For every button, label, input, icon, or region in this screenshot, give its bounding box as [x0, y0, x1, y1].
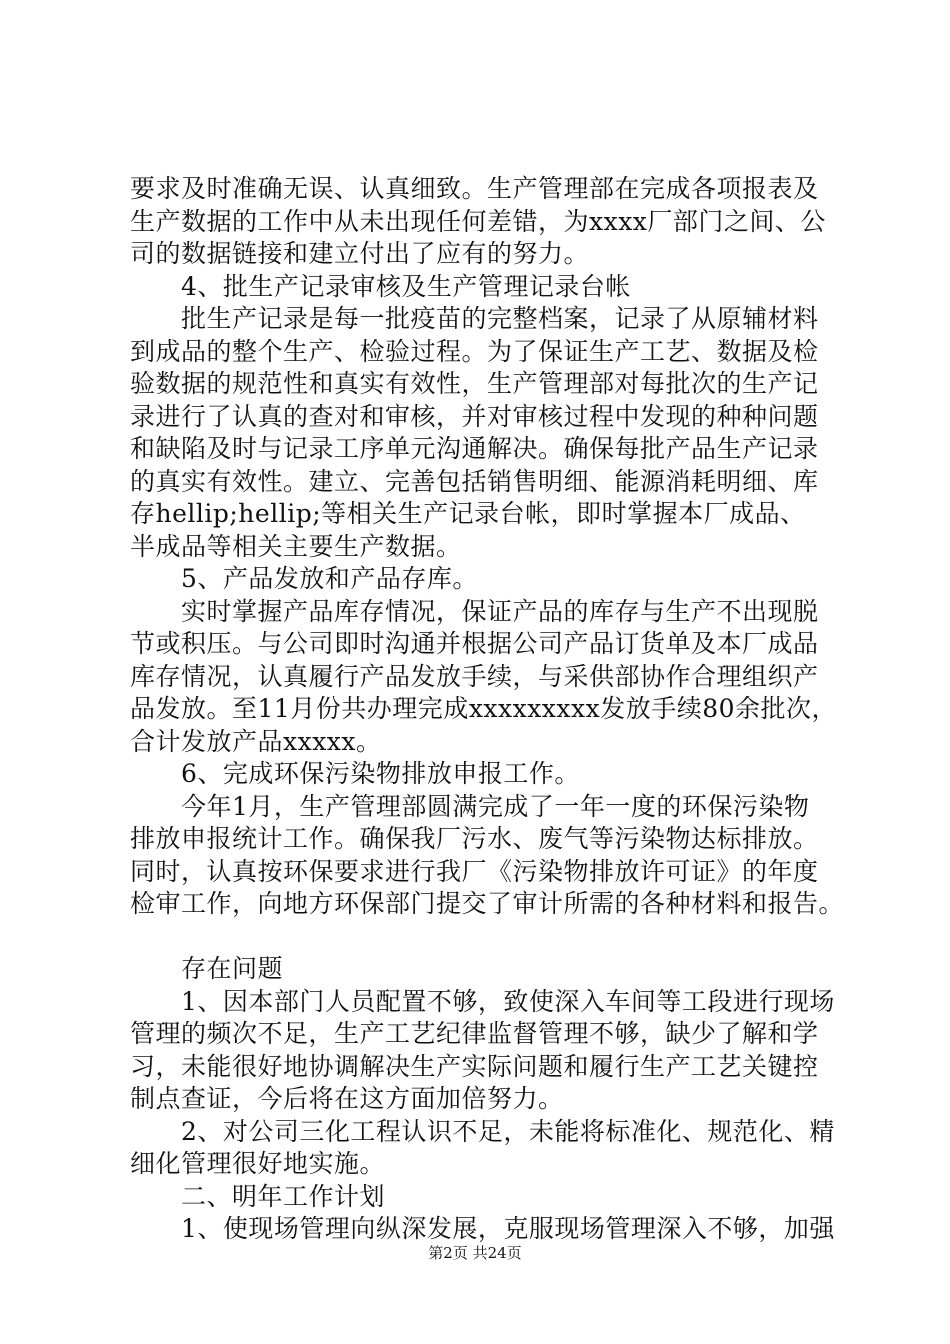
text-line: 2、对公司三化工程认识不足，未能将标准化、规范化、精: [130, 1116, 835, 1146]
text-line: 库存情况，认真履行产品发放手续，与采供部协作合理组织产: [130, 661, 819, 691]
text-line: 品发放。至11月份共办理完成xxxxxxxxx发放手续80余批次，: [130, 694, 838, 723]
text-line: 二、明年工作计划: [130, 1181, 386, 1211]
text-line: 录进行了认真的查对和审核，并对审核过程中发现的种种问题: [130, 401, 819, 431]
blank-line: [130, 921, 850, 954]
text-line: 要求及时准确无误、认真细致。生产管理部在完成各项报表及: [130, 174, 819, 203]
body-text: [130, 173, 850, 1246]
text-line: 节或积压。与公司即时沟通并根据公司产品订货单及本厂成品: [130, 629, 819, 658]
text-line: 细化管理很好地实施。: [130, 1149, 386, 1178]
text-line: 检审工作，向地方环保部门提交了审计所需的各种材料和报告。: [130, 889, 845, 918]
text-line: 制点查证，今后将在这方面加倍努力。: [130, 1084, 564, 1113]
text-line: 1、因本部门人员配置不够，致使深入车间等工段进行现场: [130, 986, 835, 1016]
text-line: 司的数据链接和建立付出了应有的努力。: [130, 239, 590, 268]
text-line: 同时，认真按环保要求进行我厂《污染物排放许可证》的年度: [130, 856, 819, 886]
text-line: 验数据的规范性和真实有效性，生产管理部对每批次的生产记: [130, 369, 819, 398]
text-line: 的真实有效性。建立、完善包括销售明细、能源消耗明细、库: [130, 466, 819, 496]
text-line: 合计发放产品xxxxx。: [130, 726, 382, 756]
page-footer: 第2页 共24页: [428, 1244, 522, 1262]
text-line: 半成品等相关主要生产数据。: [130, 531, 462, 561]
text-line: 管理的频次不足，生产工艺纪律监督管理不够，缺少了解和学: [130, 1019, 819, 1048]
text-line: 5、产品发放和产品存库。: [130, 564, 478, 593]
text-line: 生产数据的工作中从未出现任何差错，为xxxx厂部门之间、公: [130, 206, 826, 236]
text-line: 1、使现场管理向纵深发展，克服现场管理深入不够，加强: [130, 1214, 835, 1243]
text-line: 存在问题: [130, 954, 284, 983]
text-line: 和缺陷及时与记录工序单元沟通解决。确保每批产品生产记录: [130, 434, 819, 463]
text-line: 实时掌握产品库存情况，保证产品的库存与生产不出现脱: [130, 596, 819, 626]
text-line: 6、完成环保污染物排放申报工作。: [130, 759, 580, 788]
text-line: 存hellip;hellip;等相关生产记录台帐，即时掌握本厂成品、: [130, 499, 806, 528]
text-line: 4、批生产记录审核及生产管理记录台帐: [130, 271, 631, 301]
text-line: 批生产记录是每一批疫苗的完整档案，记录了从原辅材料: [130, 304, 819, 333]
text-line: 习，未能很好地协调解决生产实际问题和履行生产工艺关键控: [130, 1051, 819, 1081]
text-line: 到成品的整个生产、检验过程。为了保证生产工艺、数据及检: [130, 336, 819, 366]
text-line: 排放申报统计工作。确保我厂污水、废气等污染物达标排放。: [130, 824, 819, 853]
text-line: 今年1月，生产管理部圆满完成了一年一度的环保污染物: [130, 791, 810, 821]
